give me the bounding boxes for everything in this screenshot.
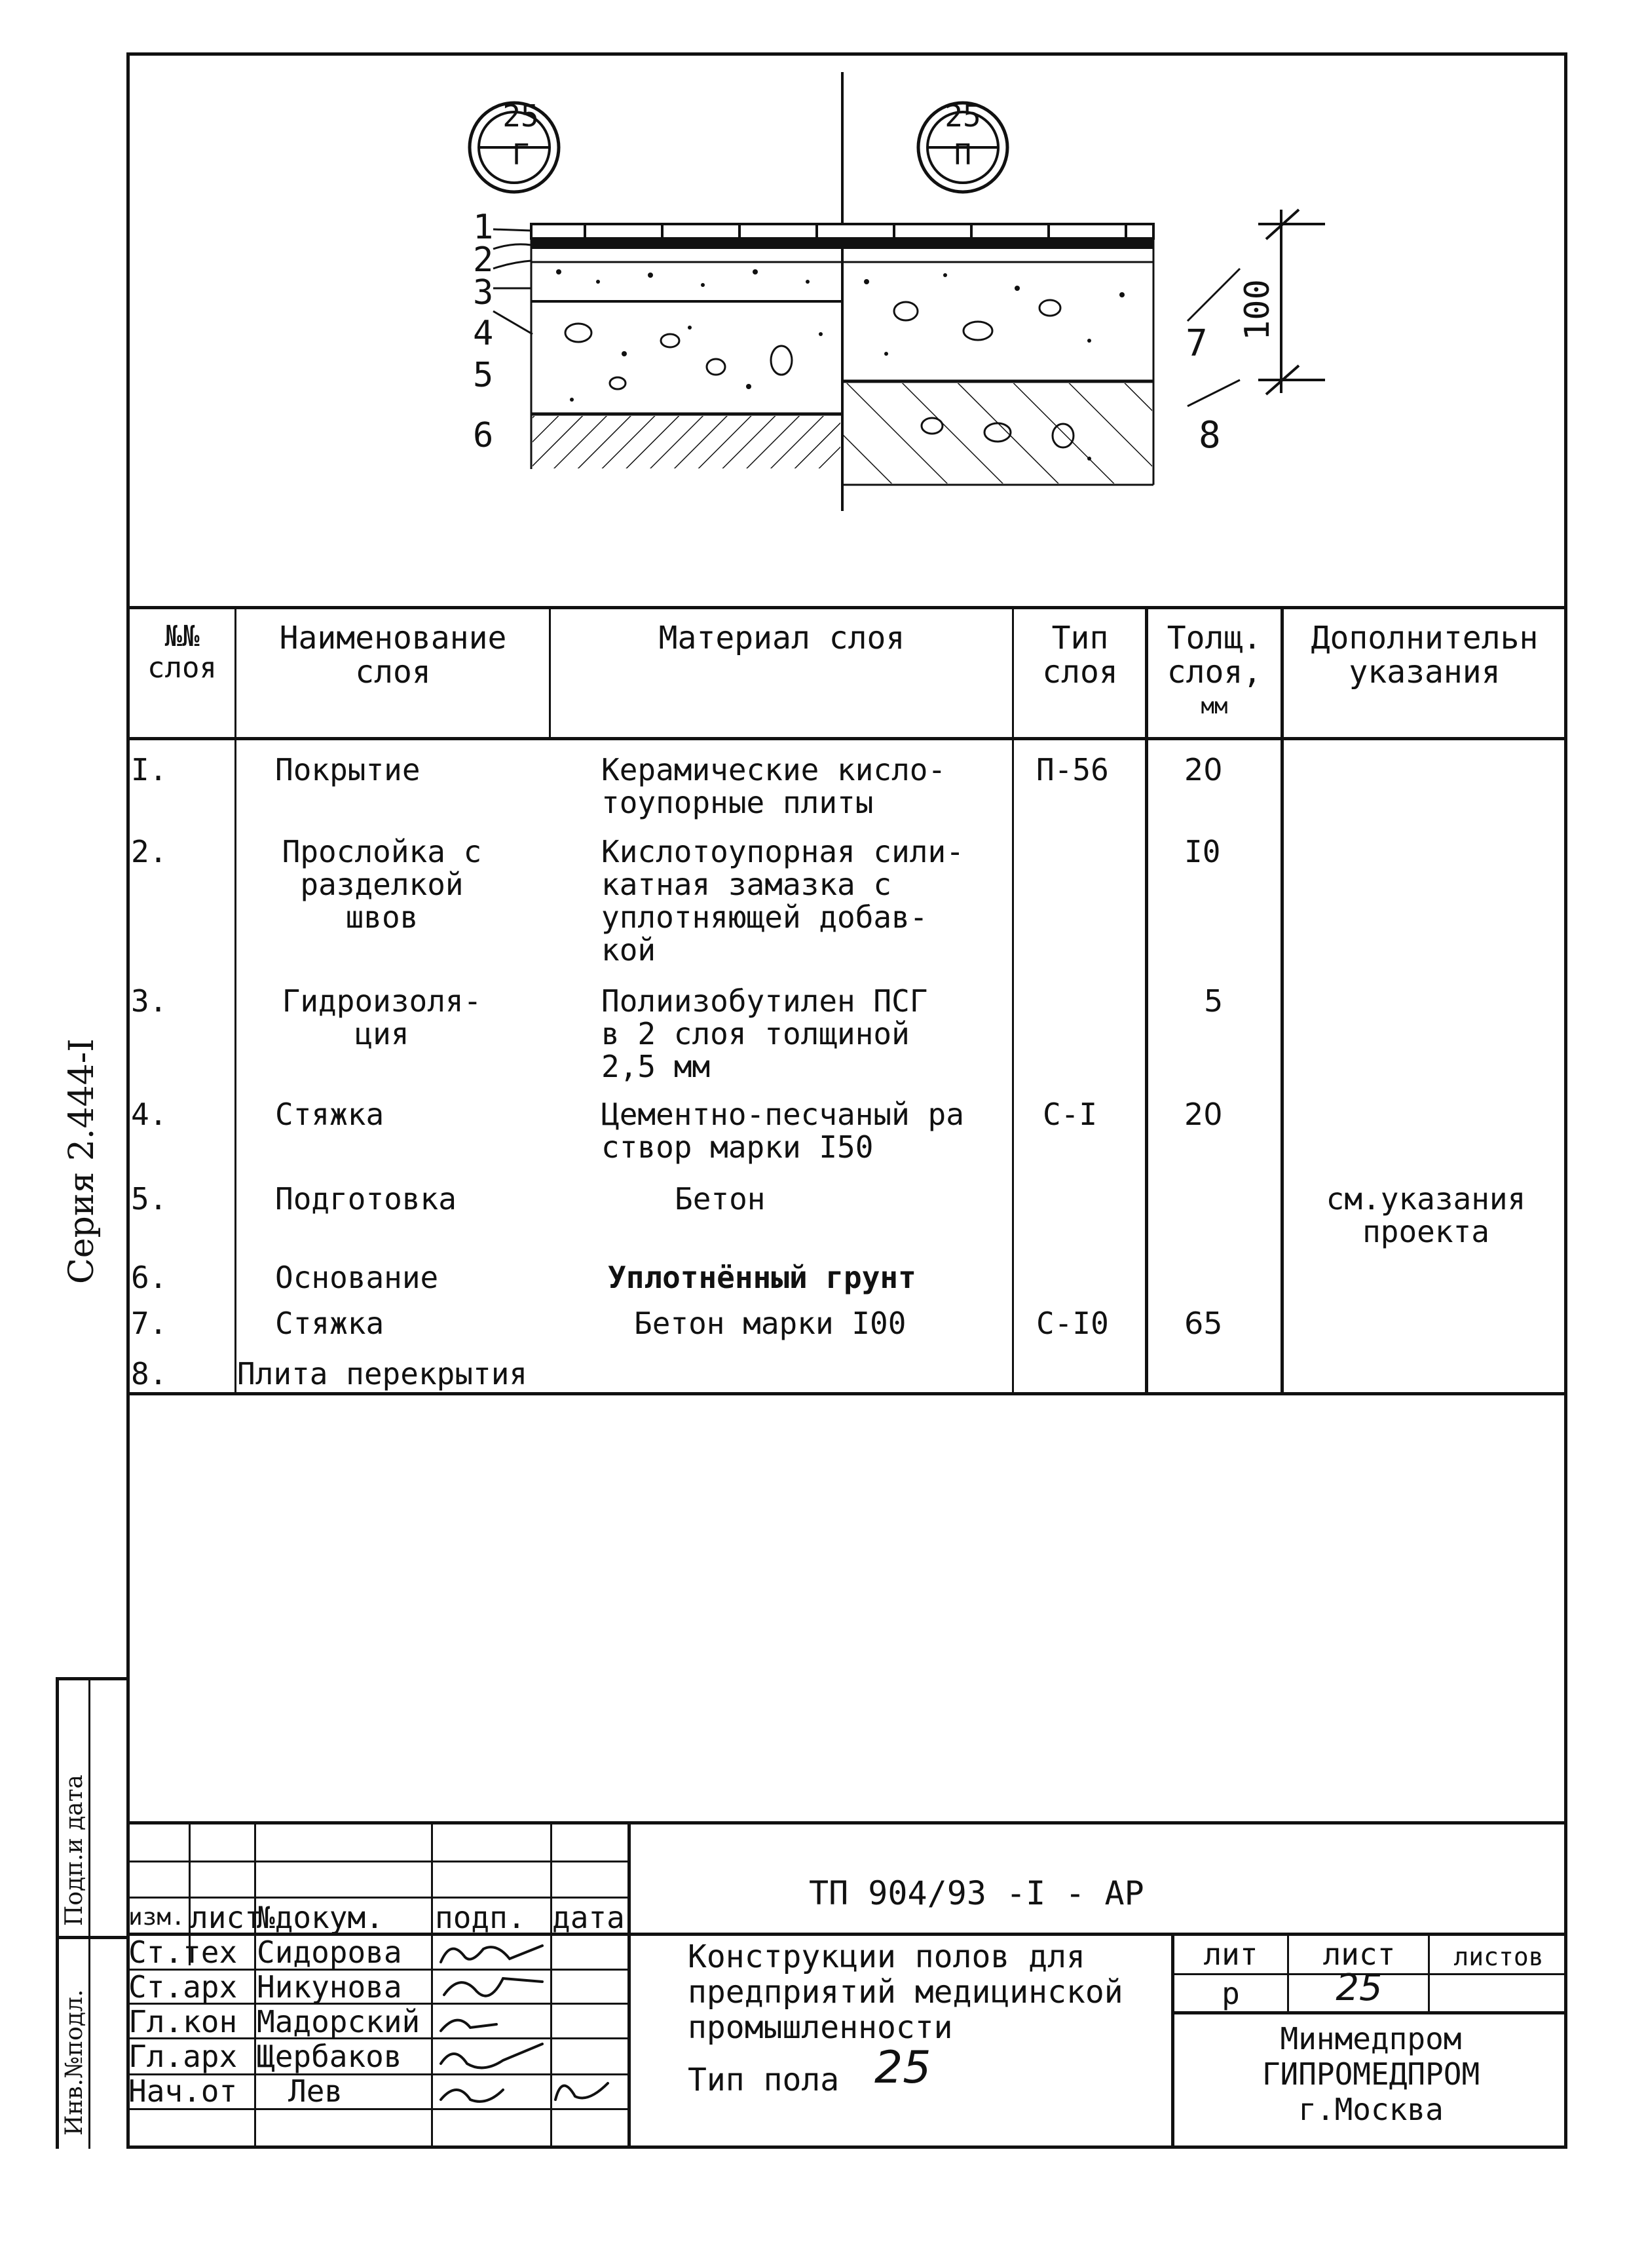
col-header-material: Материал слоя: [658, 620, 905, 656]
col-label-izm: изм.: [128, 1904, 185, 1931]
marker-left-letter: Г: [512, 138, 530, 172]
row-7-no: 7.: [131, 1306, 168, 1341]
floor-type-value: 25: [874, 2042, 931, 2094]
name-2: Никунова: [257, 1969, 402, 2005]
row-1-no: I.: [131, 752, 168, 787]
row-7-name: Стяжка: [275, 1306, 384, 1341]
row-6-no: 6.: [131, 1260, 168, 1295]
callout-4: 4: [473, 314, 494, 353]
col-header-name: Наименование слоя: [279, 620, 507, 690]
table-col-divider: [1012, 608, 1014, 1393]
row-3-material: Полиизобутилен ПСГ в 2 слоя толщиной 2,5 мм: [601, 983, 928, 1084]
row-5-name: Подготовка: [275, 1181, 457, 1217]
titleblock-row: [126, 1897, 629, 1899]
titleblock-col: [254, 1821, 256, 2149]
project-title: Конструкции полов для предприятий медицинской промышленности: [688, 1938, 1123, 2046]
stamp-sign-label: Подп.и дата: [61, 1774, 88, 1926]
soil-hatch: [533, 416, 840, 468]
role-4: Гл.арх: [128, 2039, 238, 2074]
table-col-divider: [234, 608, 236, 1393]
row-8-name: Плита перекрытия: [237, 1356, 528, 1391]
callout-8: 8: [1199, 414, 1221, 457]
col-header-notes: Дополнительн указания: [1311, 620, 1539, 690]
name-3: Мадорский: [257, 2004, 421, 2039]
row-3-no: 3.: [131, 983, 168, 1019]
name-5: Лев: [288, 2073, 343, 2109]
organization: Минмедпром ГИПРОМЕДПРОМ г.Москва: [1262, 2021, 1480, 2127]
row-7-thickness: 65: [1184, 1306, 1223, 1341]
col-label-sheet: лист: [190, 1900, 263, 1935]
titleblock-top: [126, 1821, 1567, 1824]
table-col-divider: [1145, 608, 1148, 1393]
row-1-name: Покрытие: [275, 752, 421, 787]
role-3: Гл.кон: [128, 2004, 238, 2039]
row-3-thickness: 5: [1204, 983, 1224, 1019]
titleblock-row: [1171, 2011, 1567, 2014]
titleblock-row: [126, 1861, 629, 1862]
name-1: Сидорова: [257, 1935, 402, 1970]
lit-label: лит: [1203, 1937, 1258, 1972]
sheet-label: лист: [1322, 1937, 1396, 1972]
row-3-name: Гидроизоля- ция: [282, 983, 482, 1051]
row-4-material: Цементно-песчаный ра створ марки I50: [601, 1097, 964, 1165]
row-2-name: Прослойка с разделкой швов: [282, 834, 482, 935]
name-4: Щербаков: [257, 2039, 402, 2074]
table-col-divider: [1281, 608, 1284, 1393]
col-header-thickness: Толщ. слоя,: [1167, 620, 1262, 690]
stamp-inv-label: Инв.№подл.: [61, 1989, 88, 2136]
table-header-border: [126, 737, 1567, 740]
col-label-doc: №докум.: [257, 1900, 384, 1935]
row-5-no: 5.: [131, 1181, 168, 1217]
callout-5: 5: [473, 356, 494, 395]
row-6-name: Основание: [275, 1260, 439, 1295]
row-4-name: Стяжка: [275, 1097, 384, 1132]
row-2-material: Кислотоупорная сили- катная замазка с уплотняющей добав- кой: [601, 834, 964, 968]
callout-2: 2: [473, 240, 494, 280]
stamp-border: [56, 1936, 128, 1939]
col-label-sign: подп.: [435, 1900, 526, 1935]
titleblock-col: [1287, 1933, 1289, 2013]
floor-type-label: Тип пола: [688, 2062, 840, 2098]
signatures: [431, 1933, 647, 2149]
row-5-material: Бетон: [675, 1181, 766, 1217]
row-1-material: Керамические кисло- тоупорные плиты: [601, 752, 946, 820]
row-4-type: С-I: [1043, 1097, 1098, 1132]
role-5: Нач.от: [128, 2073, 238, 2109]
row-4-no: 4.: [131, 1097, 168, 1132]
col-header-thickness-unit: мм: [1201, 693, 1228, 719]
series-label: Серия 2.444-I: [62, 1038, 102, 1284]
row-2-no: 2.: [131, 834, 168, 869]
stamp-border: [56, 1677, 59, 2149]
dimension-value: 100: [1238, 279, 1277, 341]
sheets-label: листов: [1453, 1942, 1544, 1971]
row-8-no: 8.: [131, 1356, 168, 1391]
slab-hatch: [844, 383, 1152, 483]
callout-3: 3: [473, 273, 494, 312]
role-1: Ст.тех: [128, 1935, 238, 1970]
table-top-border: [126, 606, 1567, 609]
callout-1: 1: [473, 208, 494, 247]
table-bottom-border: [126, 1392, 1567, 1395]
col-header-no: №№ слоя: [147, 620, 217, 685]
row-1-thickness: 20: [1184, 752, 1223, 787]
callout-6: 6: [473, 416, 494, 455]
tile-layer: [531, 224, 1153, 249]
row-6-material: Уплотнённый грунт: [608, 1260, 916, 1295]
marker-right-letter: П: [954, 138, 972, 172]
marker-left-number: 25: [502, 98, 539, 134]
marker-right-number: 25: [944, 98, 981, 134]
row-4-thickness: 20: [1184, 1097, 1223, 1132]
stamp-border: [56, 1677, 128, 1680]
table-col-divider: [549, 608, 551, 737]
sheet-value: 25: [1336, 1967, 1383, 2009]
floor-section-drawing: [126, 52, 1567, 609]
role-2: Ст.арх: [128, 1969, 238, 2005]
col-header-type: Тип слоя: [1042, 620, 1118, 690]
row-1-type: П-56: [1036, 752, 1109, 787]
col-label-date: дата: [552, 1900, 625, 1935]
document-code: ТП 904/93 -I - АР: [809, 1874, 1144, 1912]
row-7-material: Бетон марки I00: [634, 1306, 907, 1341]
row-5-notes: см.указания проекта: [1326, 1181, 1526, 1249]
callout-7: 7: [1186, 322, 1208, 365]
lit-value: р: [1222, 1976, 1240, 2011]
row-7-type: С-I0: [1036, 1306, 1109, 1341]
row-2-thickness: I0: [1184, 834, 1221, 869]
